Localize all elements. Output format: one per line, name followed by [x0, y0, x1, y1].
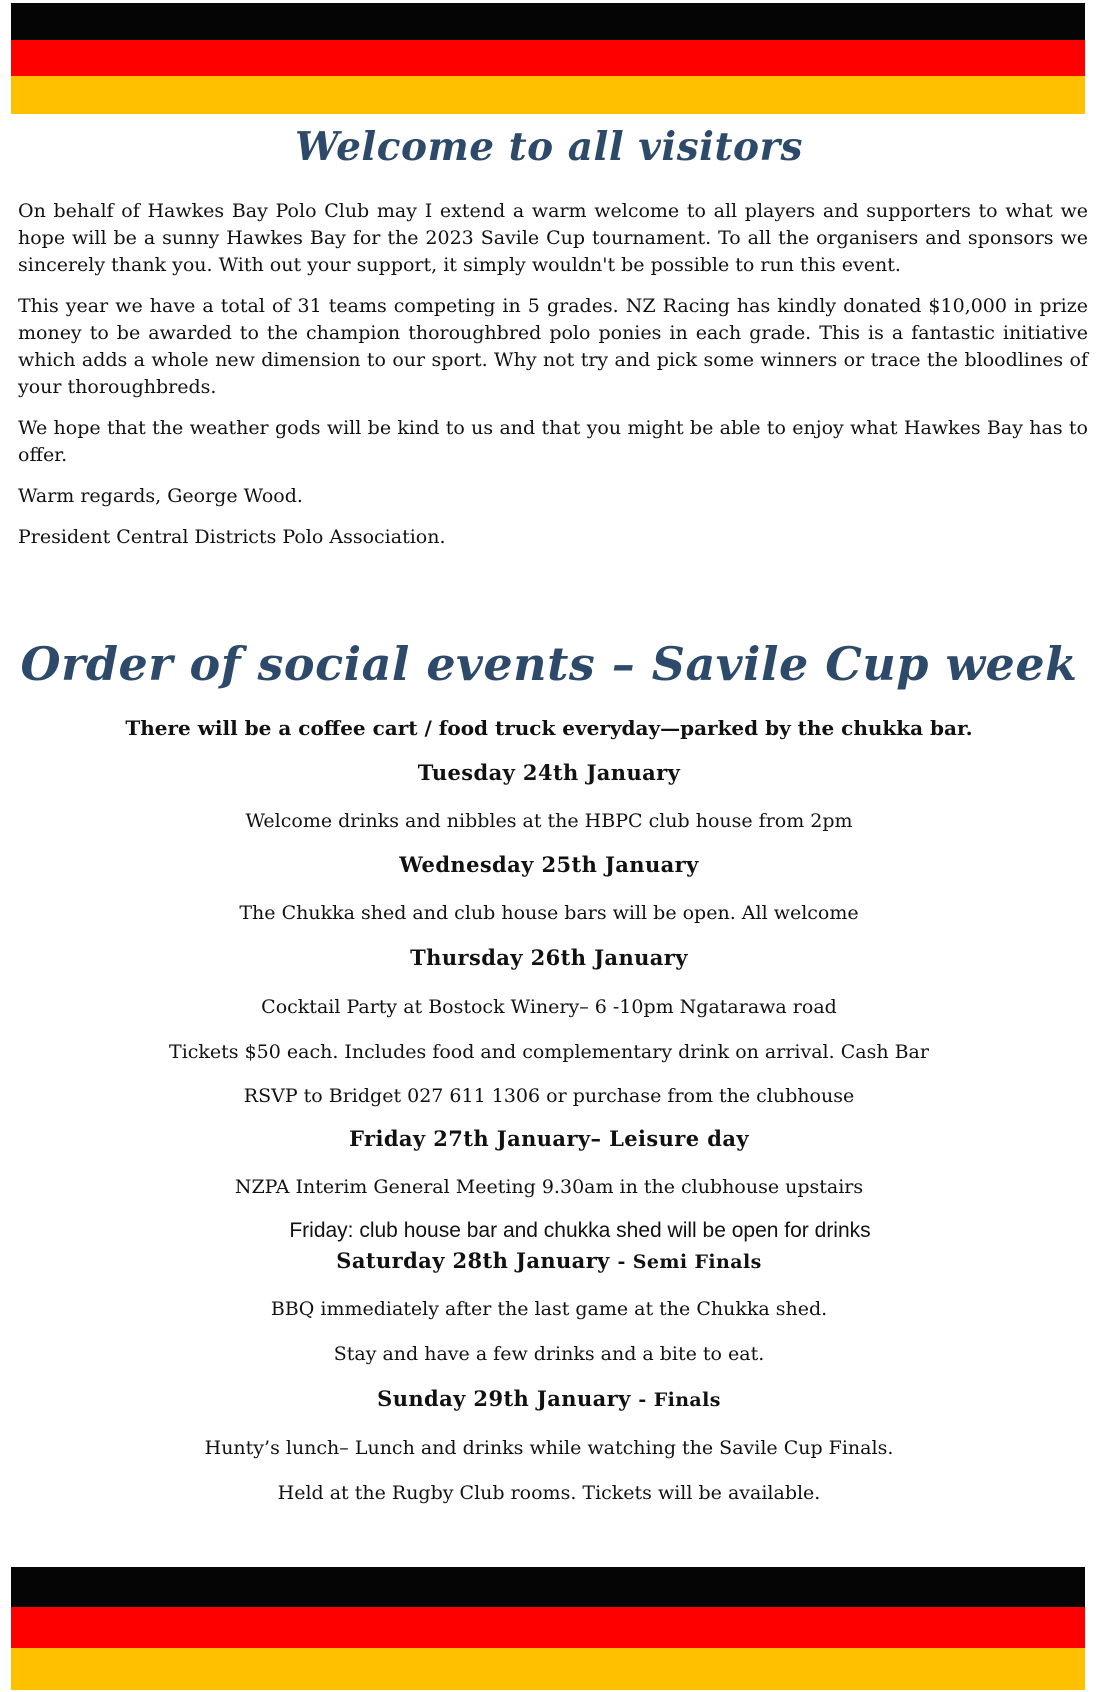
event-line: The Chukka shed and club house bars will be open. All welcome: [239, 902, 859, 924]
top-flag-stripes: [11, 3, 1085, 114]
letter-signatory-title: President Central Districts Polo Association.: [18, 526, 446, 548]
day-heading-sunday-suffix: - Finals: [638, 1389, 721, 1411]
stripe-black: [11, 1567, 1085, 1607]
letter-signoff: Warm regards, George Wood.: [18, 485, 303, 507]
events-intro: There will be a coffee cart / food truck everyday—parked by the chukka bar.: [125, 716, 973, 740]
event-line: NZPA Interim General Meeting 9.30am in the clubhouse upstairs: [234, 1176, 864, 1198]
welcome-letter: [18, 198, 1088, 565]
event-line: Stay and have a few drinks and a bite to eat.: [333, 1343, 765, 1365]
welcome-heading: Welcome to all visitors: [294, 124, 804, 170]
event-line: Tickets $50 each. Includes food and complementary drink on arrival. Cash Bar: [169, 1041, 929, 1063]
event-line: RSVP to Bridget 027 611 1306 or purchase from the clubhouse: [243, 1085, 855, 1107]
letter-paragraph: On behalf of Hawkes Bay Polo Club may I extend a warm welcome to all players and supporters to what we hope will be a sunny Hawkes Bay for the 2023 Savile Cup tournament. To all the organisers and sponsors we sincerely thank you. With out your support, it simply wouldn't be possible to run this event.: [18, 200, 1088, 276]
event-line: Friday: club house bar and chukka shed will be open for drinks: [289, 1219, 871, 1242]
event-line: Welcome drinks and nibbles at the HBPC club house from 2pm: [245, 810, 853, 832]
day-heading-tuesday: Tuesday 24th January: [417, 760, 681, 785]
bottom-flag-stripes: [11, 1567, 1085, 1690]
stripe-red: [11, 1607, 1085, 1648]
event-line: Held at the Rugby Club rooms. Tickets will be available.: [277, 1482, 821, 1504]
event-line: Cocktail Party at Bostock Winery– 6 -10pm Ngatarawa road: [261, 996, 837, 1018]
day-heading-wednesday: Wednesday 25th January: [399, 852, 699, 877]
stripe-gold: [11, 1648, 1085, 1690]
letter-paragraph: This year we have a total of 31 teams competing in 5 grades. NZ Racing has kindly donated $10,000 in prize money to be awarded to the champion thoroughbred polo ponies in each grade. This is a fantastic initiative which adds a whole new dimension to our sport. Why not try and pick some winners or trace the bloodlines of your thoroughbreds.: [18, 295, 1088, 398]
day-heading-sunday: [0, 1386, 1098, 1413]
day-heading-friday: Friday 27th January– Leisure day: [349, 1126, 749, 1151]
day-heading-saturday: [0, 1248, 1098, 1275]
stripe-black: [11, 3, 1085, 40]
day-heading-thursday: Thursday 26th January: [410, 945, 688, 970]
stripe-gold: [11, 76, 1085, 114]
day-heading-sunday-date: Sunday 29th January: [377, 1386, 639, 1411]
events-heading: Order of social events – Savile Cup week: [20, 637, 1078, 691]
letter-paragraph: We hope that the weather gods will be kind to us and that you might be able to enjoy what Hawkes Bay has to offer.: [18, 417, 1088, 466]
day-heading-saturday-date: Saturday 28th January: [336, 1248, 618, 1273]
stripe-red: [11, 40, 1085, 76]
day-heading-saturday-suffix: - Semi Finals: [617, 1251, 762, 1273]
event-line: BBQ immediately after the last game at the Chukka shed.: [270, 1298, 828, 1320]
event-line: Hunty’s lunch– Lunch and drinks while watching the Savile Cup Finals.: [204, 1437, 894, 1459]
